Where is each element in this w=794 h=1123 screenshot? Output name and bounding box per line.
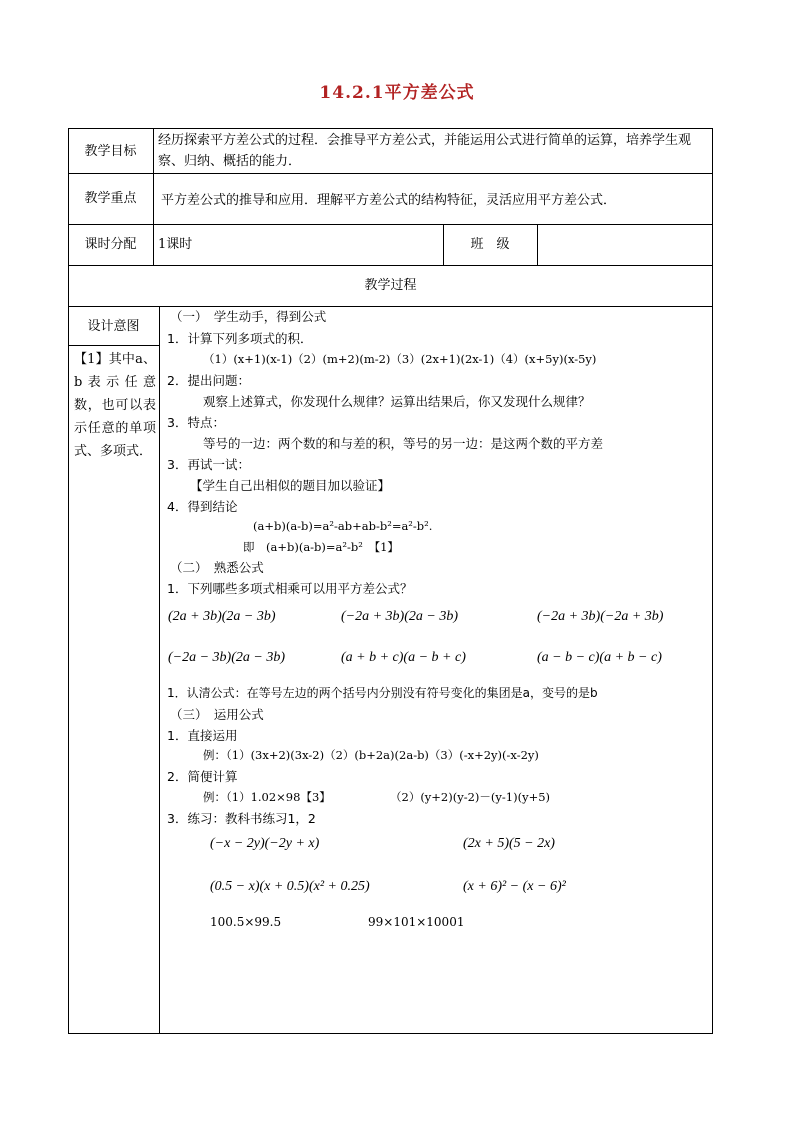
class-label: 班 级 <box>470 237 510 252</box>
row-divider <box>68 306 713 307</box>
formula-line: (a+b)(a-b)=a²-ab+ab-b²=a²-b². <box>253 519 433 533</box>
col-divider <box>153 128 154 266</box>
content-line: 3．特点： <box>167 415 225 430</box>
content-line: 1．下列哪些多项式相乘可以用平方差公式？ <box>167 581 413 596</box>
row-divider <box>68 265 713 266</box>
formula-line: 即 (a+b)(a-b)=a²-b² 【1】 <box>243 540 399 554</box>
math-expression: (−2a − 3b)(2a − 3b) <box>168 650 285 665</box>
math-expression: (a − b − c)(a + b − c) <box>537 650 662 665</box>
content-line: 【学生自己出相似的题目加以验证】 <box>190 478 391 493</box>
row-divider <box>68 345 159 346</box>
process-heading: 教学过程 <box>364 278 417 293</box>
content-line: 2．提出问题： <box>167 373 250 388</box>
math-expression: (2x + 5)(5 − 2x) <box>463 836 555 851</box>
section-3-title: （三） 运用公式 <box>170 707 264 722</box>
content-line: 1．直接运用 <box>167 728 238 743</box>
content-line: 等号的一边：两个数的和与差的积，等号的另一边：是这两个数的平方差 <box>203 436 604 451</box>
content-line: （2）(y+2)(y-2)－(y-1)(y+5) <box>390 790 551 804</box>
math-expression: (−2a + 3b)(−2a + 3b) <box>537 609 664 624</box>
goal-label: 教学目标 <box>84 144 137 159</box>
section-1-title: （一） 学生动手，得到公式 <box>170 309 327 324</box>
page-title: 14.2.1平方差公式 <box>319 83 475 103</box>
math-expression: (0.5 − x)(x + 0.5)(x² + 0.25) <box>210 879 370 894</box>
row-divider <box>68 224 713 225</box>
content-line: 观察上述算式，你发现什么规律？运算出结果后，你又发现什么规律？ <box>203 394 591 409</box>
math-expression: (2a + 3b)(2a − 3b) <box>168 609 276 624</box>
math-expression: (a + b + c)(a − b + c) <box>341 650 466 665</box>
key-text: 平方差公式的推导和应用．理解平方差公式的结构特征，灵活应用平方差公式． <box>161 193 617 208</box>
content-line: 1．认清公式：在等号左边的两个括号内分别没有符号变化的集团是a，变号的是b <box>167 686 598 700</box>
content-line: 例：（1）(3x+2)(3x-2)（2）(b+2a)(2a-b)（3）(-x+2y)(-x-2y) <box>203 748 539 762</box>
math-expression: 100.5×99.5 <box>210 915 282 929</box>
section-2-title: （二） 熟悉公式 <box>170 560 264 575</box>
content-line: 2．简便计算 <box>167 769 238 784</box>
content-line: 1．计算下列多项式的积． <box>167 331 313 346</box>
col-divider <box>537 224 538 266</box>
math-expression: 99×101×10001 <box>368 915 465 929</box>
key-label: 教学重点 <box>84 191 137 206</box>
content-line: 3．练习：教科书练习1，2 <box>167 811 316 826</box>
row-divider <box>68 173 713 174</box>
content-line: 4．得到结论 <box>167 499 238 514</box>
goal-text: 经历探索平方差公式的过程．会推导平方差公式，并能运用公式进行简单的运算，培养学生观察、归纳、概括的能力． <box>158 133 692 169</box>
content-line: （1）(x+1)(x-1)（2）(m+2)(m-2)（3）(2x+1)(2x-1)（4）(x+5y)(x-5y) <box>203 352 597 366</box>
time-value: 1课时 <box>158 237 193 252</box>
time-label: 课时分配 <box>84 237 137 252</box>
math-expression: (−2a + 3b)(2a − 3b) <box>341 609 458 624</box>
math-expression: (x + 6)² − (x − 6)² <box>463 879 566 894</box>
col-divider <box>159 306 160 1034</box>
content-line: 3．再试一试： <box>167 457 250 472</box>
design-note: 【1】其中a、b表示任意数，也可以表示任意的单项式、多项式． <box>74 352 156 459</box>
design-label: 设计意图 <box>87 319 140 334</box>
math-expression: (−x − 2y)(−2y + x) <box>210 836 320 851</box>
content-line: 例：（1）1.02×98【3】 <box>203 790 331 804</box>
